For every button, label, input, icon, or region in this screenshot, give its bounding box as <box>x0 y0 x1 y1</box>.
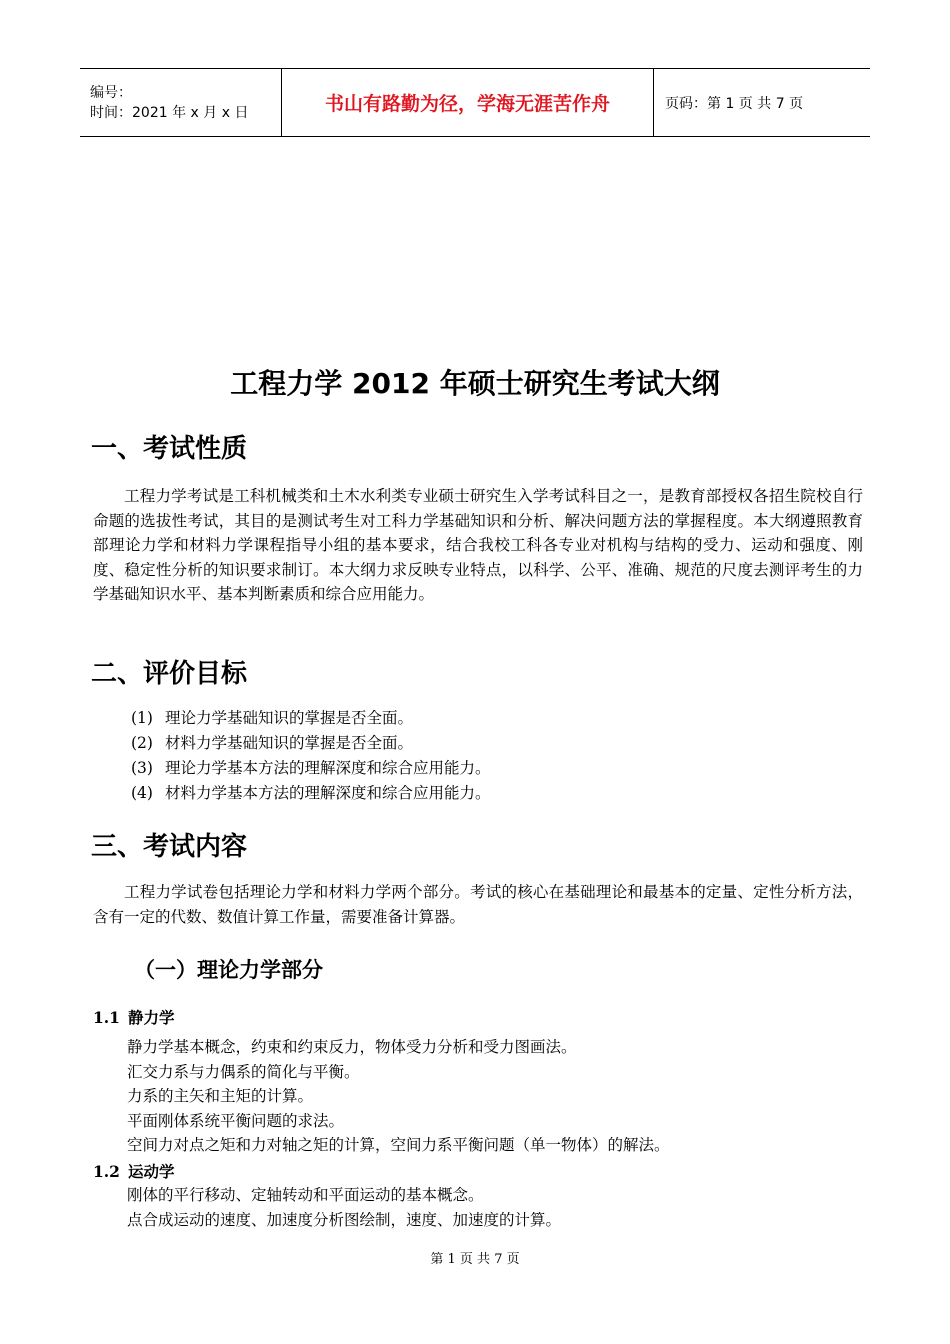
document-number-label: 编号： <box>90 84 132 101</box>
evaluation-goals-list <box>131 706 491 806</box>
list-item: (4) 材料力学基本方法的理解深度和综合应用能力。 <box>131 784 491 802</box>
header-meta <box>80 69 281 136</box>
list-item: 静力学基本概念，约束和约束反力，物体受力分析和受力图画法。 <box>127 1038 577 1056</box>
document-date: 时间：2021 年 x 月 x 日 <box>90 104 249 121</box>
section-heading-3: 三、考试内容 <box>91 832 248 862</box>
header-page-info: 页码：第 1 页 共 7 页 <box>665 95 804 112</box>
section-1-paragraph: 工程力学考试是工科机械类和土木水利类专业硕士研究生入学考试科目之一，是教育部授权各招生院校自行命题的选拔性考试，其目的是测试考生对工科力学基础知识和分析、解决问题方法的掌握程度。本大纲遵照教育部理论力学和材料力学课程指导小组的基本要求，结合我校工科各专业对机构与结构的受力、运动和强度、刚度、稳定性分析的知识要求制订。本大纲力求反映专业特点，以科学、公平、准确、规范的尺度去测评考生的力学基础知识水平、基本判断素质和综合应用能力。 <box>93 487 863 604</box>
section-3-paragraph: 工程力学试卷包括理论力学和材料力学两个部分。考试的核心在基础理论和最基本的定量、定性分析方法，含有一定的代数、数值计算工作量，需要准备计算器。 <box>93 883 863 926</box>
subsection-heading-theoretical-mechanics: （一）理论力学部分 <box>134 958 323 982</box>
section-heading-2: 二、评价目标 <box>91 659 248 689</box>
list-item: (2) 材料力学基础知识的掌握是否全面。 <box>131 734 414 752</box>
list-item: 力系的主矢和主矩的计算。 <box>127 1087 314 1105</box>
list-item: 点合成运动的速度、加速度分析图绘制，速度、加速度的计算。 <box>127 1210 562 1229</box>
header-motto-cell <box>281 69 654 136</box>
list-item: 空间力对点之矩和力对轴之矩的计算，空间力系平衡问题（单一物体）的解法。 <box>127 1136 670 1154</box>
document-title: 工程力学 2012 年硕士研究生考试大纲 <box>230 367 720 400</box>
subsection-1-1-heading: 1.1 静力学 <box>93 1008 175 1027</box>
kinematics-topics-list <box>127 1183 561 1232</box>
page-header <box>80 68 870 137</box>
subsection-1-2-heading: 1.2 运动学 <box>93 1162 175 1181</box>
list-item: (3) 理论力学基本方法的理解深度和综合应用能力。 <box>131 759 491 777</box>
list-item: (1) 理论力学基础知识的掌握是否全面。 <box>131 709 414 727</box>
statics-topics-list <box>127 1035 670 1158</box>
header-motto: 书山有路勤为径，学海无涯苦作舟 <box>324 93 610 115</box>
page-footer: 第 1 页 共 7 页 <box>430 1252 520 1267</box>
list-item: 平面刚体系统平衡问题的求法。 <box>127 1111 345 1130</box>
list-item: 汇交力系与力偶系的简化与平衡。 <box>127 1062 360 1081</box>
section-heading-1: 一、考试性质 <box>91 434 248 464</box>
list-item: 刚体的平行移动、定轴转动和平面运动的基本概念。 <box>127 1186 484 1204</box>
